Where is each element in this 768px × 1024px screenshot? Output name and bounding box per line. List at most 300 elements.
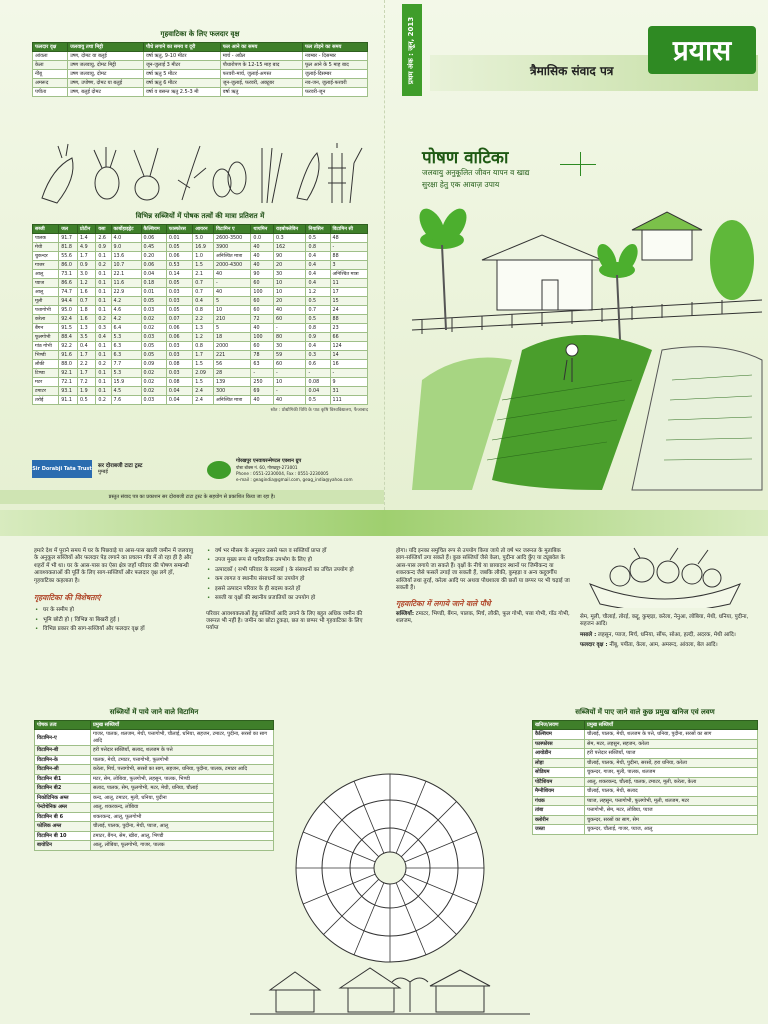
table-cell: - [251, 369, 274, 378]
table-cell: मार्च - अप्रैल [220, 52, 302, 61]
table-cell: वर्षा ऋतु [220, 88, 302, 97]
table-row [33, 252, 368, 261]
poshan-tagline-2: सुरक्षा हेतु एक आवाज़ उपाय [422, 180, 500, 189]
table-cell: जून-जुलाई 3 मीटर [143, 61, 220, 70]
table-cell: 72.1 [59, 378, 78, 387]
table-cell: प्याज [33, 279, 59, 288]
table-cell: 88 [330, 252, 367, 261]
table-cell: 31 [330, 387, 367, 396]
table-cell: 1.3 [78, 324, 96, 333]
table-cell: 0.04 [306, 387, 330, 396]
table-cell: 3900 [214, 243, 251, 252]
table-cell: 0.06 [141, 234, 166, 243]
table-cell: 1.7 [193, 351, 214, 360]
table-cell: 2600-3500 [214, 234, 251, 243]
table-cell: सलाद, पालक, सेम, फूलगोभी, मटर, मेथी, धनिया, चौलाई [91, 784, 274, 794]
table-cell: 22.1 [111, 270, 141, 279]
table-cell: 60 [274, 315, 306, 324]
table-cell: चौलाई, पालक, पुदीना, मेथी, प्याज, आलू [91, 822, 274, 832]
table-cell: 2.4 [193, 387, 214, 396]
table-cell: 81.8 [59, 243, 78, 252]
table-cell: 7.7 [111, 360, 141, 369]
table-cell: पत्तागोभी [33, 306, 59, 315]
table-cell: 0.3 [96, 324, 111, 333]
trust-name: सर दोराबजी टाटा ट्रस्ट [98, 463, 143, 469]
table-cell: 0.5 [78, 396, 96, 405]
table-cell: 14 [330, 351, 367, 360]
table-cell: 3.0 [78, 270, 96, 279]
table-cell: जून-जुलाई, फरवरी, अक्टूबर [220, 79, 302, 88]
table-cell: 1.7 [78, 252, 96, 261]
column-header: आयरन [193, 225, 214, 234]
table-cell: 23 [330, 324, 367, 333]
table-cell: फरवरी-जून [302, 88, 367, 97]
table-cell: अनिश्चित मात्रा [214, 252, 251, 261]
table-row [33, 61, 368, 70]
issue-label: प्रथम अंक : जून, 2013 [407, 16, 416, 84]
table-cell: 4.6 [111, 306, 141, 315]
table-cell: 91.5 [59, 324, 78, 333]
table-cell: 2.1 [193, 270, 214, 279]
brand-logo: प्रयास [648, 26, 756, 74]
column-header: फलदार वृक्ष [33, 43, 68, 52]
table-cell: आलू, शकरकन्द, चौलाई, पालक, टमाटर, मूली, करेला, केला [585, 777, 758, 787]
table-cell: विटामिन बी1 [35, 774, 91, 784]
table-cell: 0.08 [306, 378, 330, 387]
table-cell: 1.5 [193, 360, 214, 369]
table-cell: 40 [251, 243, 274, 252]
table-cell: 2000 [214, 342, 251, 351]
vegetable-basket-illustration [580, 544, 750, 608]
table-cell: 73.1 [59, 270, 78, 279]
table-row [33, 234, 368, 243]
table-cell: 0.03 [166, 288, 192, 297]
table-cell: 56 [214, 360, 251, 369]
fruit-label: फलदार वृक्ष : [580, 642, 608, 649]
table-row [35, 730, 274, 746]
table-row [33, 297, 368, 306]
table-cell: 40 [251, 324, 274, 333]
table-cell: 1.2 [306, 288, 330, 297]
table-cell: 0.03 [166, 342, 192, 351]
fruit-text: नींबू, पपीता, केला, आम, अमरूद, आंवला, बेल आदि। [609, 642, 718, 649]
table-cell: 60 [251, 297, 274, 306]
table-cell: 0.03 [166, 351, 192, 360]
table-cell: 60 [251, 306, 274, 315]
table-cell: 40 [274, 306, 306, 315]
table-cell: पत्तागोभी, सेम, मटर, लोबिया, प्याज [585, 806, 758, 816]
table-cell: 0.03 [166, 369, 192, 378]
veg-label: सब्जियाँ: [396, 610, 415, 617]
column-header: राइबोफ्लेविन [274, 225, 306, 234]
list-item: • उपज मुख्य रूप से पारिवारिक उपभोग के लिए हो [206, 557, 376, 564]
table-cell: 6.3 [111, 342, 141, 351]
table-cell: मूली [33, 297, 59, 306]
nutrient-table-caption: विभिन्न सब्जियों में पोषक तत्वों की मात्रा प्रतिशत में [135, 212, 265, 220]
table-row [35, 831, 274, 841]
column-header: पोषक तत्व [35, 721, 91, 730]
table-cell: चौलाई, पालक, मेथी, पुदीना, सरसों, हरा धनिया, करेला [585, 758, 758, 768]
list-item: • उत्पादकों ( सभी परिवार के सदस्यों ) के संसाधनों का उचित उपयोग हो [206, 567, 376, 574]
table-cell: मटर, सेम, लोबिया, फूलगोभी, लहसुन, पालक, भिण्डी [91, 774, 274, 784]
table-cell: 20 [274, 261, 306, 270]
table-cell: 0.06 [141, 261, 166, 270]
table-cell: - [330, 369, 367, 378]
table-cell: 5 [214, 297, 251, 306]
table-row [35, 774, 274, 784]
benefits-column [206, 548, 376, 633]
table-cell: 91.1 [59, 396, 78, 405]
table-cell: 0.3 [274, 234, 306, 243]
table-cell: 90 [251, 270, 274, 279]
table-cell: 0.1 [96, 252, 111, 261]
table-cell: फोलिक अम्ल [35, 822, 91, 832]
table-cell: 6.4 [111, 324, 141, 333]
table-cell: विटामिन-के [35, 755, 91, 765]
table-cell: 0.06 [166, 324, 192, 333]
table-cell: जुलाई-दिसम्बर [302, 70, 367, 79]
table-cell: 0.4 [306, 261, 330, 270]
sponsor-note: प्रस्तुत संवाद पत्र का प्रकाशन सर दोराबजी टाटा ट्रस्ट के सहयोग से प्रकाशित किया जा रहा है। [0, 490, 384, 504]
table-cell: 91.7 [59, 234, 78, 243]
table-cell: 20 [274, 297, 306, 306]
column-header: जलवायु तथा मिट्टी [68, 43, 144, 52]
table-cell: 5.0 [193, 234, 214, 243]
table-cell: 91.6 [59, 351, 78, 360]
table-cell: 2.09 [193, 369, 214, 378]
table-cell: - [330, 243, 367, 252]
table-cell: 0.8 [193, 342, 214, 351]
table-cell: मेथी [33, 243, 59, 252]
table-cell: पेन्टोथेनिक अम्ल [35, 803, 91, 813]
column-header: पौधे लगाने का समय व दूरी [143, 43, 220, 52]
table-cell: 0.02 [141, 369, 166, 378]
table-cell: वर्षा ऋतु 5 मीटर [143, 70, 220, 79]
table-row [35, 765, 274, 775]
table-cell: उष्ण, उपोष्ण, दोमट या बलुई [68, 79, 144, 88]
table-row [33, 306, 368, 315]
table-row [533, 749, 758, 759]
table-cell: 1.2 [78, 279, 96, 288]
fruit-table-caption: गृहवाटिका के लिए फलदार वृक्ष [160, 30, 240, 38]
table-row [35, 784, 274, 794]
table-cell: 0.1 [96, 279, 111, 288]
table-cell: आलू [33, 270, 59, 279]
list-item: • भूमि छोटी हो ( विभिन्न या बिखरी हुई ) [34, 617, 194, 624]
intro-text: हमारे देश में पुराने समय में घर के पिछवाड़े या आस-पास खाली जमीन में जलवायु के अनुकूल सब्जियों और फलदार पेड़ लगाने का प्रचलन गाँव में तो रहा ही है और शहरों में भी था। घर के आस-पास का ऐसा क्षेत्र जहाँ परिवार की पोषण सम्बन्धी आवश्यकताओं की पूर्ति के लिए साग-सब्जियाँ और फलदार वृक्ष लगे हों, गृहवाटिका कहलाता है। [34, 548, 194, 584]
table-cell: उष्ण जलवायु, दोमट [68, 70, 144, 79]
table-cell: 94.4 [59, 297, 78, 306]
table-cell: 0.9 [78, 261, 96, 270]
table-cell: 7.2 [78, 378, 96, 387]
table-cell: गाजर, पालक, शलजम, मेथी, पत्तागोभी, चौलाई, धनिया, सहजन, टमाटर, पुदीना, सरसों का साग आदि [91, 730, 274, 746]
list-item: • घर के समीप हो [34, 607, 194, 614]
table-cell: 1.7 [78, 351, 96, 360]
table-cell: 16 [330, 360, 367, 369]
table-cell: विटामिन-बी [35, 746, 91, 756]
table-cell: नवम्बर - दिसम्बर [302, 52, 367, 61]
table-cell: 210 [214, 315, 251, 324]
table-cell: आलू, शकरकन्द, लोबिया [91, 803, 274, 813]
table-cell: 60 [251, 279, 274, 288]
table-cell: 1.2 [193, 333, 214, 342]
table-row [35, 803, 274, 813]
table-cell: 0.1 [96, 306, 111, 315]
table-cell: 24 [330, 306, 367, 315]
table-cell: मटर [33, 378, 59, 387]
table-cell: 6.3 [111, 351, 141, 360]
column-header: खनिज/लवण [533, 721, 585, 730]
table-cell: 0.4 [96, 333, 111, 342]
table-cell: 0.8 [306, 243, 330, 252]
table-cell: 1.6 [78, 315, 96, 324]
column-header: थायमिन [251, 225, 274, 234]
poshan-title: पोषण वाटिका [422, 148, 509, 168]
fruit-table [32, 42, 368, 97]
mineral-table [532, 720, 758, 835]
table-cell: 0.5 [306, 297, 330, 306]
table-cell: 1.3 [193, 324, 214, 333]
table-cell: 0.06 [166, 333, 192, 342]
table-row [33, 261, 368, 270]
table-cell: 10 [274, 378, 306, 387]
table-cell: विटामिन बी 6 [35, 812, 91, 822]
table-cell: 40 [274, 396, 306, 405]
table-cell: पौधारोपण के 12-15 माह बाद [220, 61, 302, 70]
table-cell: 0.1 [96, 387, 111, 396]
table-cell: 7.6 [111, 396, 141, 405]
table-cell: 10.7 [111, 261, 141, 270]
table-cell: 1.9 [78, 387, 96, 396]
table-row [33, 324, 368, 333]
cover-subtitle: त्रैमासिक संवाद पत्र [530, 64, 614, 78]
table-row [33, 52, 368, 61]
table-cell: 93.1 [59, 387, 78, 396]
table-cell: 0.7 [306, 306, 330, 315]
poshan-tagline-1: जलवायु अनुकूलित जीवन यापन व खाद्य [422, 168, 530, 177]
list-item: • विभिन्न प्रकार की साग-सब्जियाँ और फलदार वृक्ष हों [34, 626, 194, 633]
table-cell: 60 [251, 342, 274, 351]
table-cell: 74.7 [59, 288, 78, 297]
table-cell: क्लोरीन [533, 815, 585, 825]
table-row [33, 387, 368, 396]
table-row [533, 739, 758, 749]
table-row [533, 758, 758, 768]
table-cell: अनिश्चित मात्रा [330, 270, 367, 279]
table-cell: 2000-4300 [214, 261, 251, 270]
table-cell: पपीता [33, 88, 68, 97]
table-cell: आंवला [33, 52, 68, 61]
table-cell: सोडियम [533, 768, 585, 778]
table-cell: 80 [274, 333, 306, 342]
table-cell: 0.1 [96, 288, 111, 297]
table-row [35, 841, 274, 851]
table-cell: उष्ण जलवायु, दोमट मिट्टी [68, 61, 144, 70]
list-item: • इससे उत्पादन परिवार के ही सदस्य करते हों [206, 586, 376, 593]
table-cell: 0.05 [166, 243, 192, 252]
table-cell: बायोटिन [35, 841, 91, 851]
org-name: गोरखपुर एनवायरन्मेण्टल एक्शन ग्रुप [236, 458, 302, 464]
table-cell: कन्द, आलू, टमाटर, मूली, धनिया, पुदीना [91, 793, 274, 803]
table-cell: 1.7 [78, 369, 96, 378]
table-cell: 0.05 [141, 351, 166, 360]
table-cell: 0.7 [193, 279, 214, 288]
table-cell: 0.01 [141, 288, 166, 297]
features-list [34, 607, 194, 633]
table-cell: 15 [330, 297, 367, 306]
org-phone: Phone : 0551-2230004, Fax : 0551-2230005 [236, 471, 329, 476]
kitchen-garden-illustration [402, 200, 768, 500]
column-header: प्रमुख सब्जियाँ [91, 721, 274, 730]
column-header: फल तोड़ने का समय [302, 43, 367, 52]
table-cell: 0.6 [306, 360, 330, 369]
table-cell: उष्ण, दोमट या बलुई [68, 52, 144, 61]
table-cell: - [274, 369, 306, 378]
features-title: गृहवाटिका की विशेषताएं [34, 593, 101, 603]
table-cell: 3.5 [78, 333, 96, 342]
spice-text: लहसुन, प्याज, मिर्च, धनिया, सौंफ, सोआ, हल्दी, अदरक, मेथी आदि। [598, 631, 736, 638]
table-cell: 0.20 [141, 252, 166, 261]
table-cell: 92.1 [59, 369, 78, 378]
village-illustration [250, 950, 530, 1020]
table-row [533, 768, 758, 778]
table-cell: 4.2 [111, 297, 141, 306]
table-cell: हरी पत्तेदार सब्जियाँ, सलाद, शलजम के पत्ते [91, 746, 274, 756]
vitamin-table-caption: सब्जियों में पाये जाने वाले विटामिन [109, 708, 199, 716]
table-cell: 18 [214, 333, 251, 342]
table-cell: 15.9 [111, 378, 141, 387]
table-cell: 30 [274, 342, 306, 351]
table-cell: 3 [330, 261, 367, 270]
table-cell: 300 [214, 387, 251, 396]
table-cell: 0.7 [78, 297, 96, 306]
plants-title: गृहवाटिका में लगाये जाने वाले पौधे [396, 598, 491, 608]
table-cell: फूलगोभी [33, 333, 59, 342]
table-cell: शकरकन्द, आलू, फूलगोभी [91, 812, 274, 822]
table-cell: 17 [330, 288, 367, 297]
table-cell: 0.1 [96, 270, 111, 279]
table-cell: 221 [214, 351, 251, 360]
table-cell: 5.3 [111, 333, 141, 342]
table-cell: 9.0 [111, 243, 141, 252]
table-cell: 4.0 [111, 234, 141, 243]
table-cell: नींबू [33, 70, 68, 79]
table-cell: 0.04 [141, 270, 166, 279]
table-cell: 0.45 [141, 243, 166, 252]
bottom-spread [0, 510, 768, 1024]
table-cell: 0.53 [166, 261, 192, 270]
nutrition-wheel-chart [292, 770, 488, 966]
list-item: • सब्जी या वृक्षों की स्थानीय प्रजातियों का उपयोग हो [206, 595, 376, 602]
table-cell: मैग्नीशियम [533, 787, 585, 797]
table-cell: 0.4 [306, 252, 330, 261]
table-row [33, 88, 368, 97]
table-row [533, 796, 758, 806]
trust-logo: Sir Dorabji Tata Trust [32, 460, 92, 478]
table-cell: 0.03 [166, 297, 192, 306]
nutrient-footnote: स्रोत : प्रोद्योगिकी विधि के पाठ कृषि विश्वविद्यालय, फैजाबाद [270, 408, 368, 413]
table-cell: 1.5 [193, 378, 214, 387]
column-header: विटामिन ए [214, 225, 251, 234]
table-cell: 95.0 [59, 306, 78, 315]
table-cell: 88.0 [59, 360, 78, 369]
table-cell: 5.3 [111, 369, 141, 378]
table-cell: 1.5 [193, 261, 214, 270]
table-cell: 0.09 [141, 360, 166, 369]
table-cell: - [306, 369, 330, 378]
table-row [35, 793, 274, 803]
table-cell: 0.4 [193, 297, 214, 306]
table-cell: चुकन्दर, चौलाई, गाजर, प्याज, आलू [585, 825, 758, 835]
table-cell: 0.2 [96, 360, 111, 369]
table-cell: 1.6 [78, 288, 96, 297]
table-cell: 2.4 [193, 396, 214, 405]
list-item: • कम लागत व स्थानीय संसाधनों का उपयोग हो [206, 576, 376, 583]
column-header: प्रमुख सब्जियाँ [585, 721, 758, 730]
table-row [33, 243, 368, 252]
table-cell: - [274, 324, 306, 333]
table-cell: गंधक [533, 796, 585, 806]
table-cell: 88 [330, 315, 367, 324]
table-cell: 0.06 [166, 252, 192, 261]
table-cell: 0.18 [141, 279, 166, 288]
table-cell: वर्षा व बसन्त ऋतु 2.5-3 मी [143, 88, 220, 97]
fruit-table-block [32, 30, 368, 97]
table-cell: 0.8 [306, 324, 330, 333]
fold-line [384, 0, 385, 510]
table-cell: 10 [214, 306, 251, 315]
table-cell: 11 [330, 279, 367, 288]
table-cell: 22.9 [111, 288, 141, 297]
table-cell: 0.2 [96, 396, 111, 405]
table-cell: हरी पत्तेदार सब्जियाँ, प्याज [585, 749, 758, 759]
column-header: जल [59, 225, 78, 234]
vitamin-table [34, 720, 274, 851]
table-cell: विटामिन बी2 [35, 784, 91, 794]
table-cell: 0.02 [141, 387, 166, 396]
table-cell: 16.9 [193, 243, 214, 252]
table-cell: 55.6 [59, 252, 78, 261]
table-cell: 0.2 [96, 315, 111, 324]
table-cell: आयोडीन [533, 749, 585, 759]
table-cell: विटामिन-सी [35, 765, 91, 775]
table-cell: 28 [214, 369, 251, 378]
table-cell: फरवरी-मार्च, जुलाई-अगस्त [220, 70, 302, 79]
table-cell: लौकी [33, 360, 59, 369]
table-row [533, 825, 758, 835]
table-cell: प्याज, लहसुन, पत्तागोभी, फूलगोभी, मूली, शलजम, मटर [585, 796, 758, 806]
table-cell: वर्षा ऋतु 6 मीटर [143, 79, 220, 88]
table-cell: 4.2 [111, 315, 141, 324]
table-cell: 0.3 [306, 351, 330, 360]
table-cell: 9 [330, 378, 367, 387]
table-cell: 0.1 [96, 378, 111, 387]
table-row [33, 396, 368, 405]
nutrient-table [32, 224, 368, 405]
table-cell: 111 [330, 396, 367, 405]
table-cell: निकोटिनिक अम्ल [35, 793, 91, 803]
table-cell: बैंगन [33, 324, 59, 333]
table-cell: 250 [251, 378, 274, 387]
nutrient-table-block [32, 212, 368, 413]
table-row [533, 730, 758, 740]
table-cell: पालक [33, 234, 59, 243]
table-cell: 0.03 [141, 333, 166, 342]
table-cell: 1.4 [78, 234, 96, 243]
publisher-block [32, 458, 368, 484]
table-cell: 86.6 [59, 279, 78, 288]
table-cell: 2.2 [78, 360, 96, 369]
